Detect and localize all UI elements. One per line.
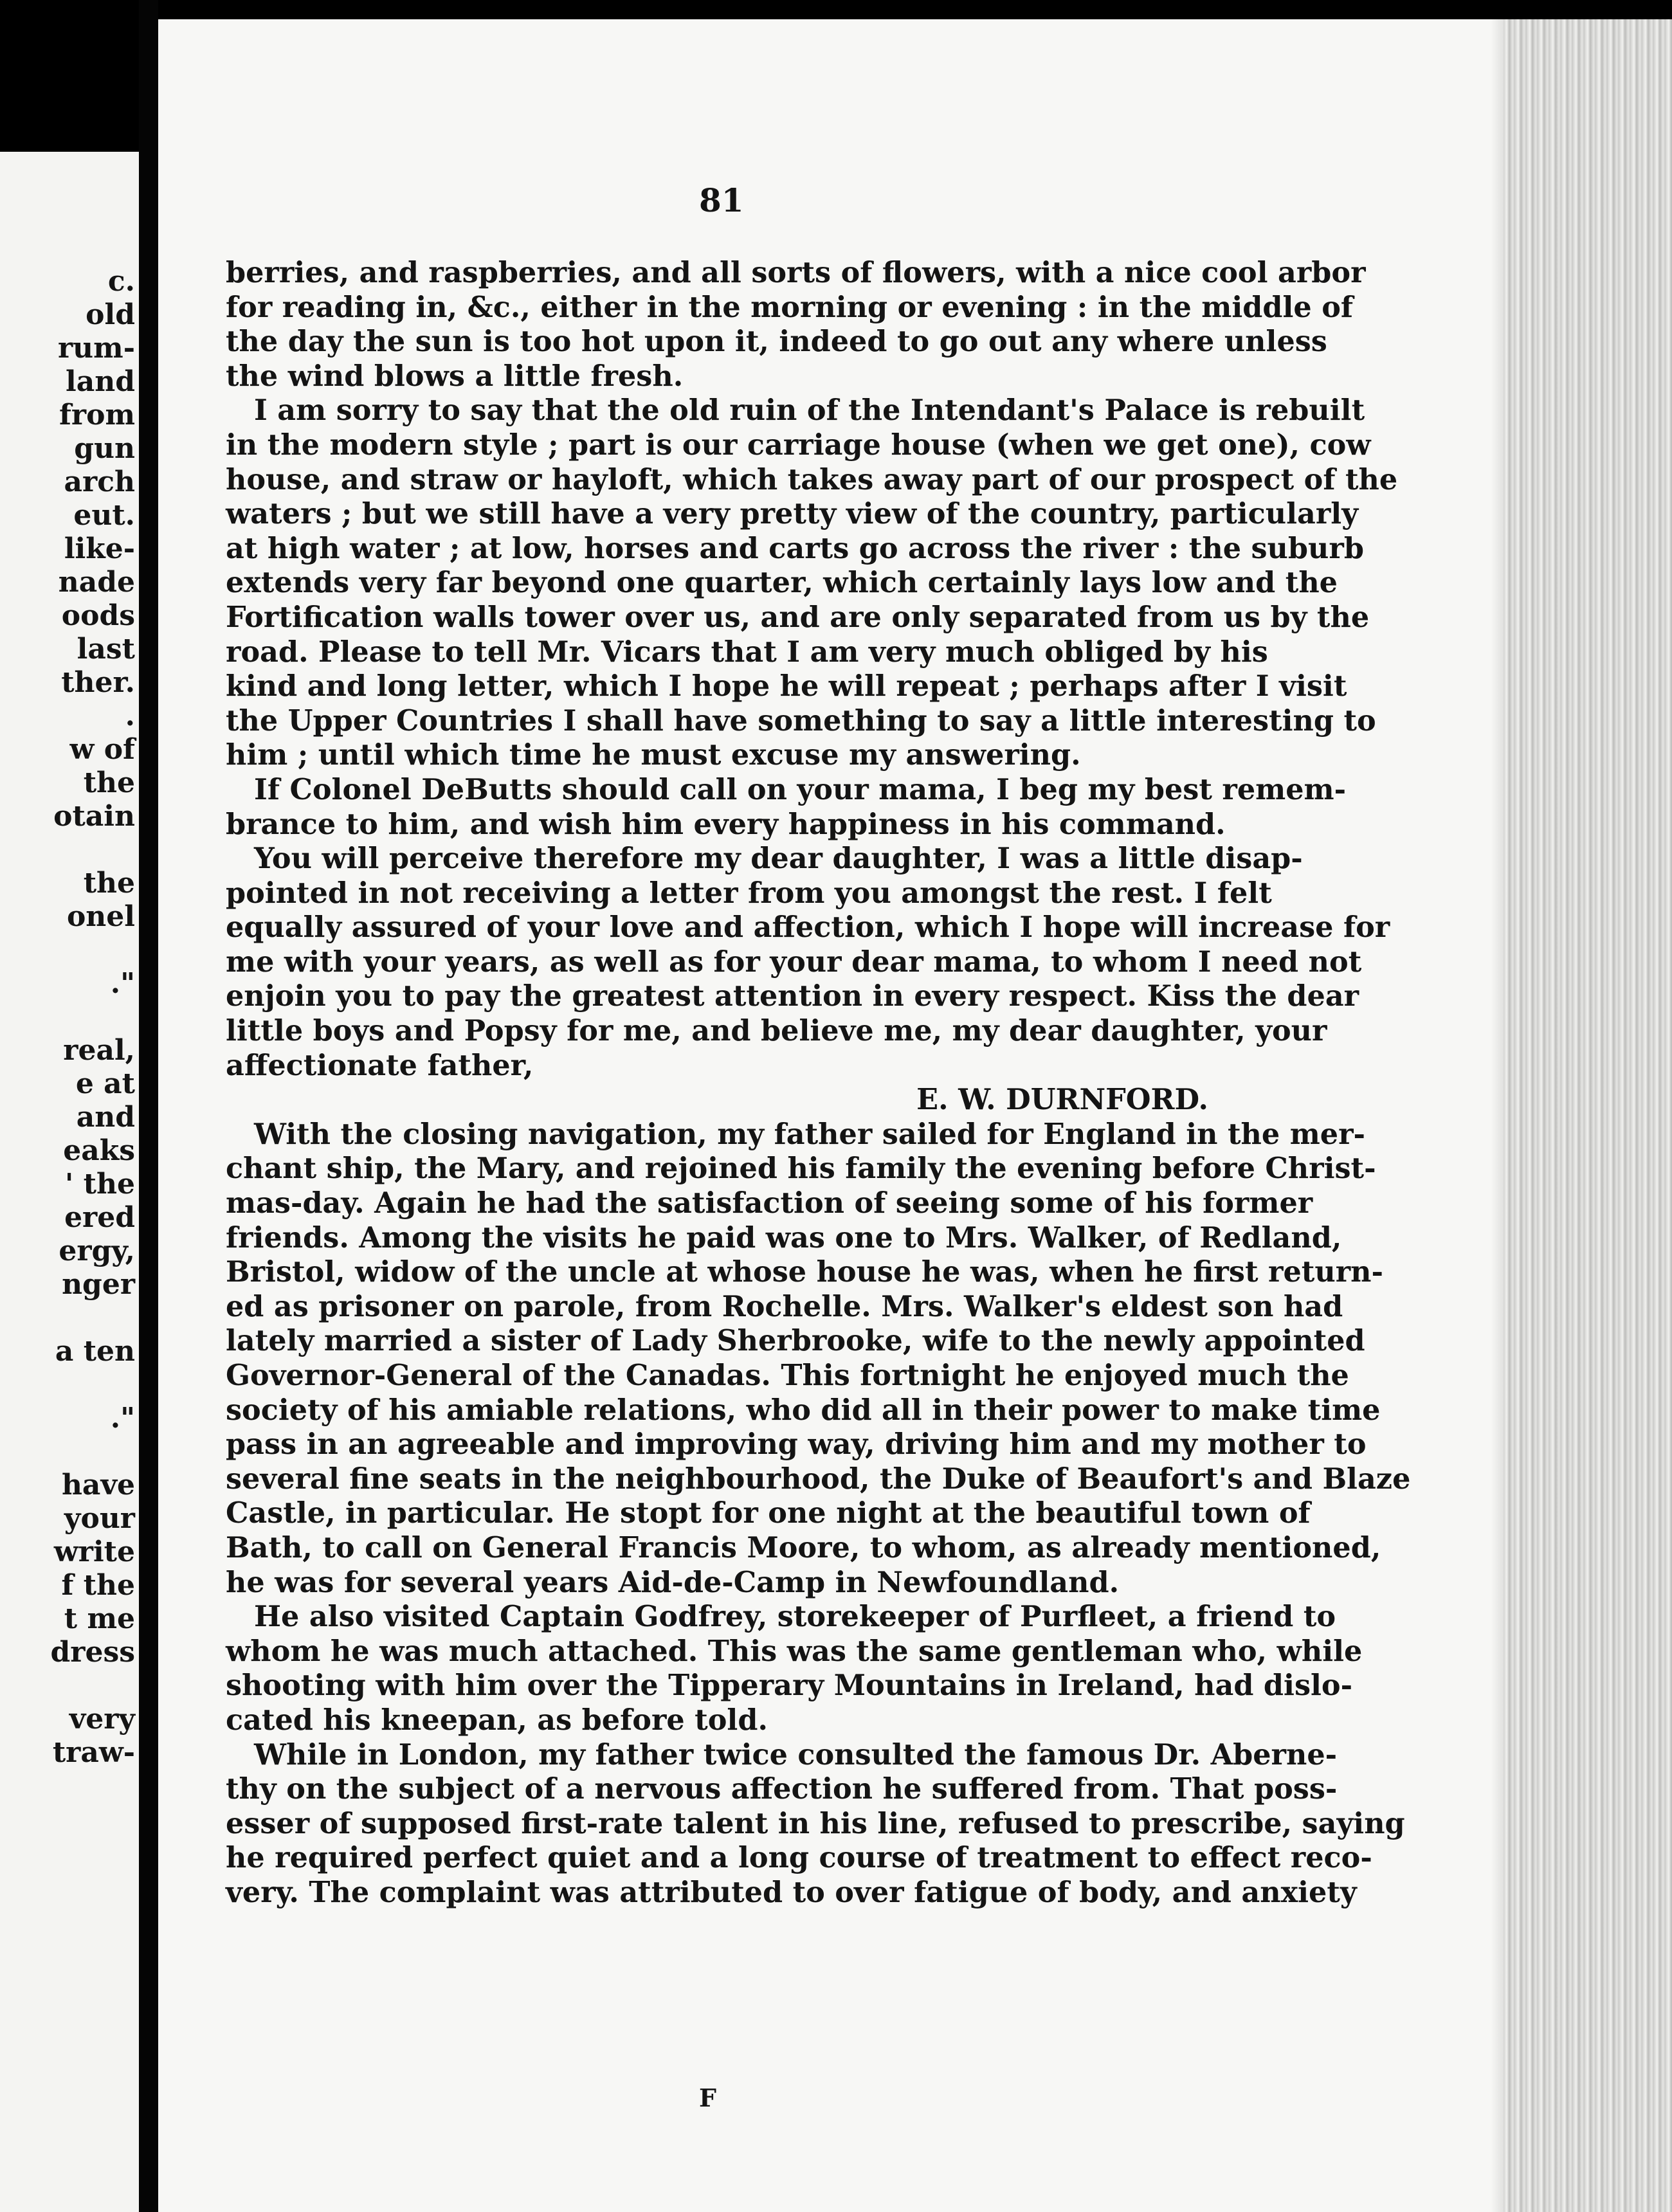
text-line: mas-day. Again he had the satisfaction of seeing some of his former [226,1186,1313,1220]
left-page-fragment: rum- [58,332,135,365]
text-line: road. Please to tell Mr. Vicars that I am very much obliged by his [226,635,1268,669]
text-line: chant ship, the Mary, and rejoined his family the evening before Christ- [226,1152,1376,1186]
text-line: waters ; but we still have a very pretty view of the country, particularly [226,497,1359,531]
left-page-fragment: old [86,298,135,331]
left-page-edge [0,152,139,2212]
text-line: Bristol, widow of the uncle at whose house he was, when he first return- [226,1255,1383,1289]
text-line: whom he was much attached. This was the same gentleman who, while [226,1634,1363,1668]
left-page-fragment: have [61,1469,135,1501]
text-line: E. W. DURNFORD. [916,1083,1208,1117]
left-page-fragment: your [64,1502,135,1535]
text-line: the day the sun is too hot upon it, indeed to go out any where unless [226,325,1327,359]
left-page-fragment: write [53,1536,135,1568]
left-page-fragment: ered [64,1201,135,1234]
text-line: If Colonel DeButts should call on your mama, I beg my best remem- [254,772,1347,806]
text-line: He also visited Captain Godfrey, storekeeper of Purfleet, a friend to [254,1600,1336,1634]
page-number: 81 [699,181,744,219]
text-line: Bath, to call on General Francis Moore, to whom, as already mentioned, [226,1530,1381,1564]
text-line: pointed in not receiving a letter from you amongst the rest. I felt [226,876,1272,910]
text-line: he was for several years Aid-de-Camp in Newfoundland. [226,1565,1120,1599]
text-line: friends. Among the visits he paid was one to Mrs. Walker, of Redland, [226,1220,1342,1255]
left-page-fragment: last [77,633,135,666]
text-line: I am sorry to say that the old ruin of the Intendant's Palace is rebuilt [254,394,1365,428]
left-page-fragment: dress [50,1636,135,1669]
text-line: for reading in, &c., either in the morning or evening : in the middle of [226,290,1354,324]
left-page-fragment: the [83,867,135,900]
left-page-fragment: very [69,1703,135,1736]
left-page-fragment: traw- [52,1736,135,1769]
left-page-fragment: and [76,1101,135,1134]
text-line: society of his amiable relations, who did all in their power to make time [226,1393,1381,1427]
text-line: pass in an agreeable and improving way, driving him and my mother to [226,1428,1367,1462]
left-page-fragment: ther. [61,666,135,699]
left-page-fragment: eut. [73,499,135,532]
left-page-fragment: like- [64,532,135,565]
left-page-fragment: gun [74,432,135,465]
left-page-fragment: eaks [63,1134,135,1167]
text-line: in the modern style ; part is our carriage house (when we get one), cow [226,428,1371,462]
text-line: cated his kneepan, as before told. [226,1703,768,1737]
left-page-fragment: the [83,766,135,799]
text-line: enjoin you to pay the greatest attention in every respect. Kiss the dear [226,979,1359,1013]
left-page-fragment: . [125,700,135,732]
left-page-fragment: onel [66,900,135,933]
left-page-fragment: from [59,399,135,431]
text-line: he required perfect quiet and a long course of treatment to effect reco- [226,1841,1372,1875]
signature-mark: F [699,2083,716,2112]
text-line: brance to him, and wish him every happiness in his command. [226,807,1226,841]
left-page-fragment: t me [64,1602,135,1635]
left-page-fragment: e at [75,1067,135,1100]
text-line: While in London, my father twice consulted the famous Dr. Aberne- [254,1737,1338,1772]
text-line: ed as prisoner on parole, from Rochelle. Mrs. Walker's eldest son had [226,1289,1343,1323]
left-page-fragment: f the [61,1569,135,1602]
text-line: house, and straw or hayloft, which takes away part of our prospect of the [226,462,1398,496]
left-page-fragment: real, [63,1034,135,1067]
body-text [226,256,1411,1910]
left-page-fragment: land [66,365,135,398]
text-line: kind and long letter, which I hope he will repeat ; perhaps after I visit [226,669,1347,703]
text-line: thy on the subject of a nervous affection he suffered from. That poss- [226,1772,1338,1806]
text-line: You will perceive therefore my dear daughter, I was a little disap- [254,842,1303,876]
text-line: very. The complaint was attributed to over fatigue of body, and anxiety [226,1875,1357,1909]
left-page-fragment: w of [69,733,135,766]
text-line: the wind blows a little fresh. [226,359,684,393]
text-line: With the closing navigation, my father sailed for England in the mer- [254,1117,1366,1151]
text-line: shooting with him over the Tipperary Mountains in Ireland, had dislo- [226,1669,1353,1703]
left-page-fragment: nade [58,566,135,599]
left-page-fragment: ' the [64,1168,135,1201]
text-line: extends very far beyond one quarter, which certainly lays low and the [226,566,1338,600]
text-line: several fine seats in the neighbourhood, the Duke of Beaufort's and Blaze [226,1462,1411,1496]
book-gutter [139,0,158,2212]
text-line: little boys and Popsy for me, and believe me, my dear daughter, your [226,1014,1327,1048]
text-line: Governor-General of the Canadas. This fortnight he enjoyed much the [226,1359,1349,1392]
left-page-fragment: ." [110,1402,135,1435]
text-line: at high water ; at low, horses and carts go across the river : the suburb [226,531,1364,565]
text-line: him ; until which time he must excuse my answering. [226,738,1081,772]
text-line: berries, and raspberries, and all sorts of flowers, with a nice cool arbor [226,256,1366,289]
text-line: equally assured of your love and affection, which I hope will increase for [226,911,1390,945]
text-line: esser of supposed first-rate talent in his line, refused to prescribe, saying [226,1806,1405,1840]
left-page-fragment: a ten [55,1335,135,1368]
left-page-fragment: otain [53,800,135,833]
left-page-fragment: ." [110,967,135,1000]
left-page-fragment: ergy, [59,1235,135,1267]
text-line: me with your years, as well as for your dear mama, to whom I need not [226,945,1362,979]
book-page-stack-edge [1504,19,1672,2212]
text-line: Fortification walls tower over us, and are only separated from us by the [226,600,1370,634]
text-line: affectionate father, [226,1048,534,1082]
left-page-fragment: oods [61,599,135,632]
text-line: Castle, in particular. He stopt for one night at the beautiful town of [226,1496,1311,1530]
left-page-fragment: arch [64,466,135,498]
text-line: the Upper Countries I shall have something to say a little interesting to [226,703,1376,738]
left-page-fragment: c. [107,265,135,298]
left-page-fragment: nger [62,1268,135,1301]
text-line: lately married a sister of Lady Sherbrooke, wife to the newly appointed [226,1324,1365,1358]
